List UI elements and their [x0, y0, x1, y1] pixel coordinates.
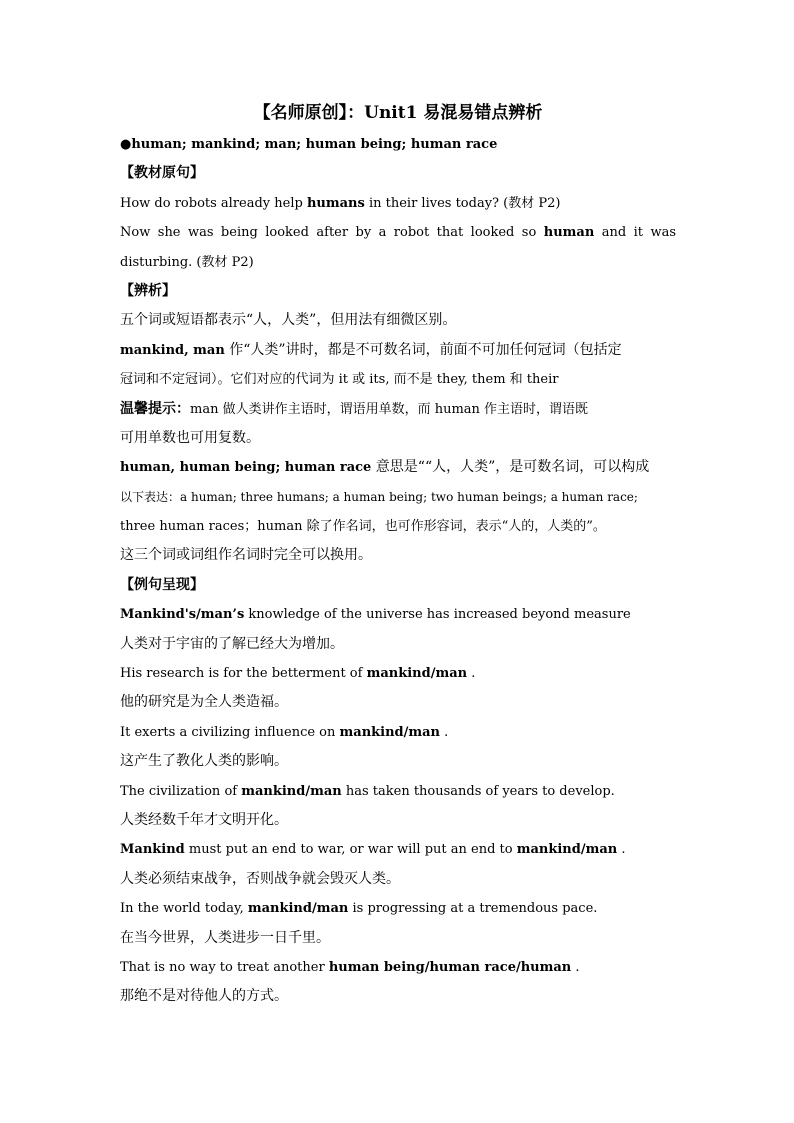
bullet-heading: ●human; mankind; man; human being; human race	[120, 137, 498, 152]
example-item	[120, 953, 676, 1012]
analysis-p4-line1: human, human being; human race 意思是““人，人类”，是可数名词，可以构成	[120, 459, 650, 476]
example-en: It exerts a civilizing influence on mankind/man .	[120, 724, 449, 740]
analysis-p4-line2: 以下表达：a human; three humans; a human being; two human beings; a human race;	[120, 489, 638, 504]
example-zh: 那绝不是对待他人的方式。	[120, 988, 288, 1005]
example-list	[120, 600, 676, 1011]
analysis-p4-line4: 这三个词或词组作名词时完全可以换用。	[120, 547, 372, 564]
example-zh: 这产生了教化人类的影响。	[120, 753, 288, 770]
analysis-p4-line3: three human races；human 除了作名词，也可作形容词，表示“人的，人类的”。	[120, 519, 606, 535]
example-item	[120, 659, 676, 718]
document-page	[120, 96, 676, 1012]
example-zh: 人类对于宇宙的了解已经大为增加。	[120, 635, 344, 652]
analysis-p1: 五个词或短语都表示“人，人类”，但用法有细微区别。	[120, 312, 457, 329]
textbook-sentence-2: Now she was being looked after by a robot that looked so human and it was	[120, 225, 676, 241]
section-heading-examples: 【例句呈现】	[120, 576, 204, 593]
analysis-p3-line2: 可用单数也可用复数。	[120, 429, 260, 446]
example-zh: 在当今世界，人类进步一日千里。	[120, 929, 330, 946]
textbook-sentence-1: How do robots already help humans in their lives today? (教材 P2)	[120, 195, 561, 211]
section-heading-analysis: 【辨析】	[120, 282, 176, 299]
example-zh: 人类必须结束战争，否则战争就会毁灭人类。	[120, 870, 400, 887]
example-item	[120, 777, 676, 836]
example-en: That is no way to treat another human being/human race/human .	[120, 959, 580, 975]
textbook-sentence-2-cont: disturbing. (教材 P2)	[120, 254, 254, 270]
example-en: Mankind must put an end to war, or war will put an end to mankind/man .	[120, 842, 626, 858]
example-en: The civilization of mankind/man has taken thousands of years to develop.	[120, 783, 615, 799]
analysis-p2-line1: mankind, man 作“人类”讲时，都是不可数名词，前面不可加任何冠词（包括定	[120, 341, 622, 358]
example-item	[120, 600, 676, 659]
example-item	[120, 718, 676, 777]
example-item	[120, 835, 676, 894]
example-item	[120, 894, 676, 953]
analysis-p2-line2: 冠词和不定冠词）。它们对应的代词为 it 或 its, 而不是 they, them 和 their	[120, 372, 559, 388]
example-zh: 人类经数千年才文明开化。	[120, 811, 288, 828]
example-en: Mankind's/man’s knowledge of the universe has increased beyond measure	[120, 607, 631, 623]
example-zh: 他的研究是为全人类造福。	[120, 694, 288, 711]
section-heading-textbook: 【教材原句】	[120, 165, 204, 182]
example-en: His research is for the betterment of mankind/man .	[120, 666, 476, 682]
document-title: 【名师原创】：Unit1 易混易错点辨析	[253, 103, 543, 123]
analysis-p3-line1: 温馨提示：man 做人类讲作主语时，谓语用单数，而 human 作主语时，谓语既	[120, 400, 589, 417]
example-en: In the world today, mankind/man is progressing at a tremendous pace.	[120, 901, 598, 917]
